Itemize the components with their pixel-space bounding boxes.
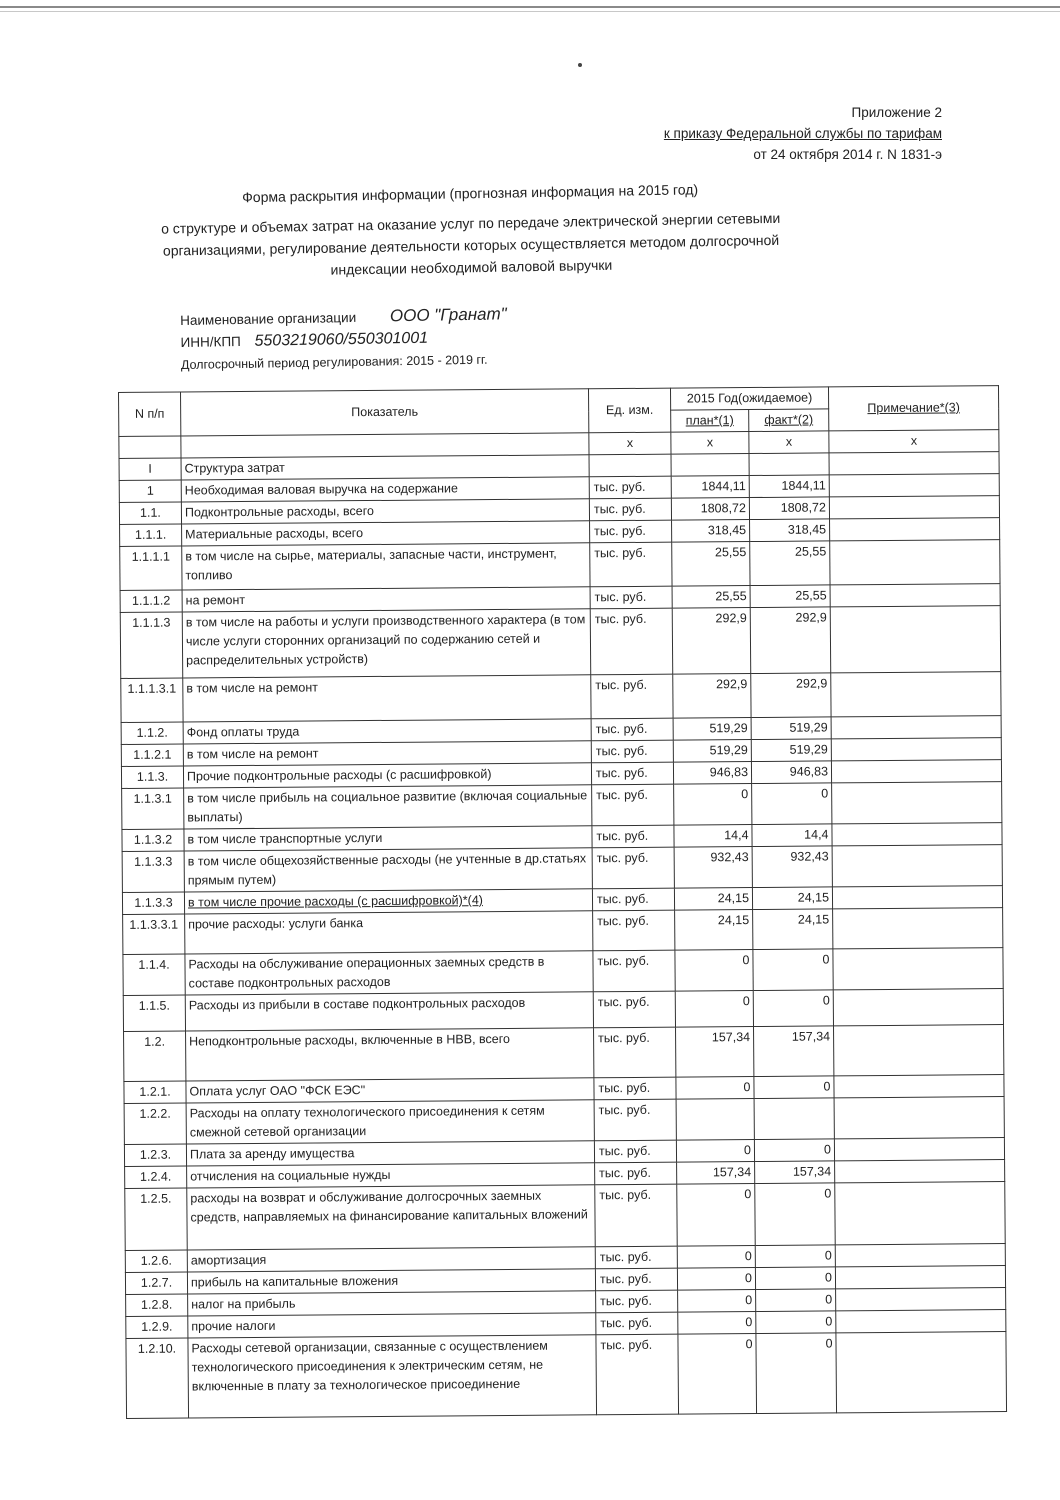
row-plan-value: 292,9: [672, 608, 751, 675]
appendix-line-1: Приложение 2: [851, 105, 942, 120]
row-unit: тыс. руб.: [591, 762, 673, 785]
row-code: 1.2.8.: [126, 1294, 188, 1316]
row-indicator: в том числе транспортные услуги: [184, 826, 592, 851]
row-code: 1.1.1.3: [120, 612, 183, 678]
row-fact-value: 24,15: [753, 909, 833, 950]
row-fact-value: [749, 453, 829, 476]
row-indicator: Расходы сетевой организации, связанные с осуществлением технологического присоединения к электрическим сетям, не включенные в плату за технологическое присоединение: [188, 1335, 597, 1418]
row-indicator: прочие налоги: [188, 1313, 596, 1338]
row-unit: тыс. руб.: [595, 1162, 677, 1185]
table-row: [122, 845, 1002, 893]
row-code: 1.2.9.: [126, 1316, 188, 1338]
row-unit: тыс. руб.: [592, 784, 674, 826]
row-indicator: в том числе на ремонт: [183, 741, 591, 766]
row-plan-value: 0: [676, 1140, 754, 1163]
row-note: [829, 452, 999, 475]
row-fact-value: 292,9: [751, 673, 831, 718]
row-plan-value: 157,34: [677, 1162, 755, 1185]
row-note: [829, 496, 999, 519]
row-code: 1.1.1.1: [120, 546, 182, 590]
table-header-row-1: [119, 386, 999, 415]
row-fact-value: 0: [756, 1289, 836, 1312]
row-note: [830, 584, 1000, 607]
row-code: 1: [119, 480, 181, 502]
row-indicator: в том числе прибыль на социальное развитие (включая социальные выплаты): [184, 785, 592, 829]
header-fact: факт*(2): [749, 409, 829, 432]
row-indicator: Структура затрат: [181, 455, 589, 480]
row-plan-value: 946,83: [673, 762, 751, 785]
row-plan-value: 519,29: [673, 740, 751, 763]
row-code: 1.1.: [119, 502, 181, 524]
row-fact-value: 519,29: [751, 717, 831, 740]
regulation-period: Долгосрочный период регулирования: 2015 - 2019 гг.: [180, 352, 488, 372]
row-code: 1.2.5.: [125, 1188, 187, 1250]
row-code: 1.2.10.: [126, 1338, 189, 1418]
row-fact-value: 0: [756, 1333, 837, 1414]
row-code: 1.2.4.: [125, 1166, 187, 1188]
row-unit: тыс. руб.: [596, 1290, 678, 1313]
row-note: [831, 738, 1001, 761]
row-plan-value: 0: [675, 950, 753, 992]
row-indicator: прибыль на капитальные вложения: [187, 1269, 595, 1294]
row-plan-value: 25,55: [672, 586, 750, 609]
row-note: [835, 1182, 1005, 1245]
row-indicator: Материальные расходы, всего: [182, 521, 590, 546]
row-code: 1.1.3.1: [122, 788, 184, 829]
row-plan-value: 1844,11: [671, 476, 749, 499]
row-unit: тыс. руб.: [594, 1027, 676, 1078]
row-code: 1.1.3.3: [122, 851, 184, 892]
row-note: [830, 540, 1000, 585]
row-unit: тыс. руб.: [595, 1268, 677, 1291]
row-code: 1.2.: [124, 1031, 186, 1081]
row-indicator: отчисления на социальные нужды: [187, 1163, 595, 1188]
row-indicator: в том числе на работы и услуги производственного характера (в том числе услуги сторонних организаций по содержанию сетей и распределительных устройств): [182, 609, 591, 678]
row-fact-value: 0: [753, 990, 833, 1027]
row-indicator: в том числе на ремонт: [183, 675, 591, 722]
row-code: 1.2.2.: [124, 1103, 186, 1144]
row-plan-value: [676, 1099, 754, 1141]
row-note: [834, 1097, 1004, 1139]
row-note: [836, 1310, 1006, 1333]
row-note: [836, 1332, 1007, 1413]
org-name-value: ООО "Гранат": [389, 304, 507, 326]
row-unit: тыс. руб.: [596, 1334, 679, 1415]
row-fact-value: 0: [756, 1311, 836, 1334]
row-code: 1.2.6.: [125, 1250, 187, 1272]
row-fact-value: 292,9: [750, 607, 831, 674]
row-code: 1.1.1.2: [120, 590, 182, 612]
row-note: [834, 1025, 1004, 1076]
row-code: 1.2.3.: [124, 1144, 186, 1166]
row-plan-value: 0: [675, 991, 753, 1028]
row-plan-value: 0: [676, 1077, 754, 1100]
row-plan-value: 0: [677, 1268, 755, 1291]
appendix-block: [664, 102, 942, 165]
row-indicator: Расходы на оплату технологического присоединения к сетям смежной сетевой организации: [186, 1100, 594, 1144]
mark-cell: х: [749, 431, 829, 454]
table-row: [120, 540, 1000, 591]
header-plan: план*(1): [671, 410, 749, 433]
row-indicator: на ремонт: [182, 587, 590, 612]
row-unit: тыс. руб.: [592, 847, 674, 889]
organization-info: [180, 304, 508, 382]
table-row: [124, 1097, 1004, 1145]
row-unit: тыс. руб.: [594, 1077, 676, 1100]
row-unit: тыс. руб.: [590, 586, 672, 609]
row-unit: тыс. руб.: [595, 1184, 677, 1247]
row-indicator: Прочие подконтрольные расходы (с расшифровкой): [183, 763, 591, 788]
row-note: [831, 672, 1001, 717]
row-note: [836, 1288, 1006, 1311]
row-plan-value: 157,34: [676, 1027, 754, 1078]
row-fact-value: 25,55: [750, 541, 830, 586]
row-fact-value: 0: [755, 1183, 835, 1246]
row-unit: тыс. руб.: [592, 825, 674, 848]
row-indicator: прочие расходы: услуги банка: [185, 911, 593, 954]
row-note: [832, 886, 1002, 909]
row-plan-value: 0: [674, 784, 752, 826]
costs-table-wrap: [118, 385, 1007, 1419]
row-plan-value: [671, 454, 749, 477]
appendix-line-2: к приказу Федеральной службы по тарифам: [663, 126, 942, 141]
row-note: [829, 474, 999, 497]
row-fact-value: 519,29: [751, 739, 831, 762]
row-unit: тыс. руб.: [594, 1099, 676, 1141]
header-year: 2015 Год(ожидаемое): [670, 387, 828, 410]
table-row: [126, 1332, 1007, 1419]
row-fact-value: 0: [755, 1267, 835, 1290]
row-note: [831, 716, 1001, 739]
table-row: [124, 1025, 1004, 1082]
row-plan-value: 0: [678, 1312, 756, 1335]
row-unit: тыс. руб.: [595, 1246, 677, 1269]
org-name-label: Наименование организации: [180, 309, 357, 328]
row-indicator: Подконтрольные расходы, всего: [181, 499, 589, 524]
row-note: [832, 845, 1002, 887]
row-indicator: Оплата услуг ОАО "ФСК ЕЭС": [186, 1078, 594, 1103]
row-fact-value: 0: [754, 1076, 834, 1099]
row-unit: тыс. руб.: [590, 608, 673, 675]
row-note: [833, 989, 1003, 1026]
row-indicator: в том числе на сырье, материалы, запасные части, инструмент, топливо: [182, 543, 590, 590]
row-unit: тыс. руб.: [591, 674, 673, 719]
row-indicator: Плата за аренду имущества: [186, 1141, 594, 1166]
table-row: [120, 606, 1000, 679]
row-fact-value: 0: [753, 949, 833, 991]
row-fact-value: [754, 1098, 834, 1140]
row-plan-value: 1808,72: [671, 498, 749, 521]
row-plan-value: 318,45: [672, 520, 750, 543]
row-code: 1.1.1.3.1: [121, 678, 183, 722]
row-code: 1.1.2.1: [121, 744, 183, 766]
table-row: [121, 672, 1001, 723]
row-fact-value: 14,4: [752, 824, 832, 847]
row-plan-value: 292,9: [673, 674, 751, 719]
row-indicator: Необходимая валовая выручка на содержание: [181, 477, 589, 502]
row-note: [832, 823, 1002, 846]
row-fact-value: 318,45: [750, 519, 830, 542]
row-indicator: Расходы на обслуживание операционных заемных средств в составе подконтрольных расходов: [185, 951, 593, 995]
row-fact-value: 0: [755, 1245, 835, 1268]
table-row: [123, 948, 1003, 996]
row-unit: [589, 454, 671, 477]
row-plan-value: 0: [677, 1184, 755, 1247]
row-unit: тыс. руб.: [589, 498, 671, 521]
row-unit: тыс. руб.: [594, 1140, 676, 1163]
row-note: [831, 760, 1001, 783]
row-indicator: налог на прибыль: [188, 1291, 596, 1316]
row-indicator: в том числе прочие расходы (с расшифровкой)*(4): [184, 889, 592, 914]
row-fact-value: 25,55: [750, 585, 830, 608]
row-note: [830, 606, 1001, 673]
row-fact-value: 24,15: [752, 887, 832, 910]
scan-dot: [578, 63, 582, 67]
form-subtitle: о структуре и объемах затрат на оказание услуг по передаче электрической энергии сетевыми организациями, регулирование деятельности которых осуществляется методом долгосрочной индексации необходимой валовой выручки: [160, 209, 781, 278]
row-fact-value: 157,34: [754, 1026, 834, 1077]
table-body: [119, 452, 1007, 1419]
row-note: [835, 1266, 1005, 1289]
row-fact-value: 0: [752, 783, 832, 825]
table-row: [125, 1182, 1005, 1251]
row-code: 1.1.3.2: [122, 829, 184, 851]
row-indicator: амортизация: [187, 1247, 595, 1272]
mark-cell: х: [589, 432, 671, 455]
form-heading: [140, 176, 802, 284]
row-note: [834, 1138, 1004, 1161]
row-plan-value: 0: [678, 1334, 757, 1415]
row-indicator: Неподконтрольные расходы, включенные в НВВ, всего: [186, 1028, 594, 1081]
scan-edge-line: [0, 6, 1060, 8]
row-plan-value: 24,15: [674, 888, 752, 911]
header-note: Примечание*(3): [828, 386, 998, 431]
row-fact-value: 932,43: [752, 846, 832, 888]
scan-edge-line-secondary: [0, 11, 1060, 12]
row-fact-value: 1808,72: [749, 497, 829, 520]
header-np: N п/п: [119, 392, 181, 436]
header-unit: Ед. изм.: [588, 388, 670, 433]
mark-cell: х: [671, 432, 749, 455]
form-title: Форма раскрытия информации (прогнозная информация на 2015 год): [242, 181, 699, 206]
row-plan-value: 25,55: [672, 542, 750, 587]
row-indicator: Фонд оплаты труда: [183, 719, 591, 744]
row-indicator: расходы на возврат и обслуживание долгосрочных заемных средств, направляемых на финансирование капитальных вложений: [187, 1185, 595, 1250]
row-code: 1.1.5.: [123, 995, 185, 1031]
row-plan-value: 519,29: [673, 718, 751, 741]
row-indicator: Расходы из прибыли в составе подконтрольных расходов: [185, 992, 593, 1031]
row-indicator: в том числе общехозяйственные расходы (не учтенные в др.статьях прямым путем): [184, 848, 592, 892]
row-note: [833, 948, 1003, 990]
row-code: 1.1.3.: [121, 766, 183, 788]
mark-cell-empty-2: [181, 433, 589, 458]
row-plan-value: 24,15: [675, 910, 753, 951]
row-unit: тыс. руб.: [591, 740, 673, 763]
row-plan-value: 14,4: [674, 825, 752, 848]
row-note: [830, 518, 1000, 541]
row-unit: тыс. руб.: [590, 520, 672, 543]
inn-label: ИНН/КПП: [180, 333, 241, 350]
header-indicator: Показатель: [181, 389, 589, 436]
row-fact-value: 946,83: [751, 761, 831, 784]
row-code: I: [119, 458, 181, 480]
row-code: 1.1.4.: [123, 954, 185, 995]
row-unit: тыс. руб.: [593, 950, 675, 992]
row-fact-value: 157,34: [755, 1161, 835, 1184]
row-unit: тыс. руб.: [593, 991, 675, 1028]
row-fact-value: 1844,11: [749, 475, 829, 498]
costs-table: [118, 385, 1007, 1419]
row-code: 1.1.3.3: [122, 892, 184, 914]
appendix-line-3: от 24 октября 2014 г. N 1831-э: [753, 147, 942, 162]
row-unit: тыс. руб.: [593, 910, 675, 951]
row-unit: тыс. руб.: [590, 542, 672, 587]
row-code: 1.1.3.3.1: [123, 914, 185, 954]
table-row: [122, 782, 1002, 830]
row-plan-value: 0: [678, 1290, 756, 1313]
row-plan-value: 932,43: [674, 847, 752, 889]
row-code: 1.2.1.: [124, 1081, 186, 1103]
row-code: 1.1.1.: [120, 524, 182, 546]
row-code: 1.2.7.: [125, 1272, 187, 1294]
inn-value: 5503219060/550301001: [254, 329, 429, 350]
mark-cell-empty-1: [119, 436, 181, 458]
row-fact-value: 0: [754, 1139, 834, 1162]
row-plan-value: 0: [677, 1246, 755, 1269]
row-note: [834, 1075, 1004, 1098]
table-row: [123, 908, 1003, 955]
row-unit: тыс. руб.: [592, 888, 674, 911]
row-note: [832, 782, 1002, 824]
mark-cell: х: [829, 430, 999, 453]
row-unit: тыс. руб.: [589, 476, 671, 499]
row-unit: тыс. руб.: [596, 1312, 678, 1335]
row-note: [835, 1244, 1005, 1267]
row-note: [835, 1160, 1005, 1183]
row-code: 1.1.2.: [121, 722, 183, 744]
row-unit: тыс. руб.: [591, 718, 673, 741]
row-note: [833, 908, 1003, 949]
